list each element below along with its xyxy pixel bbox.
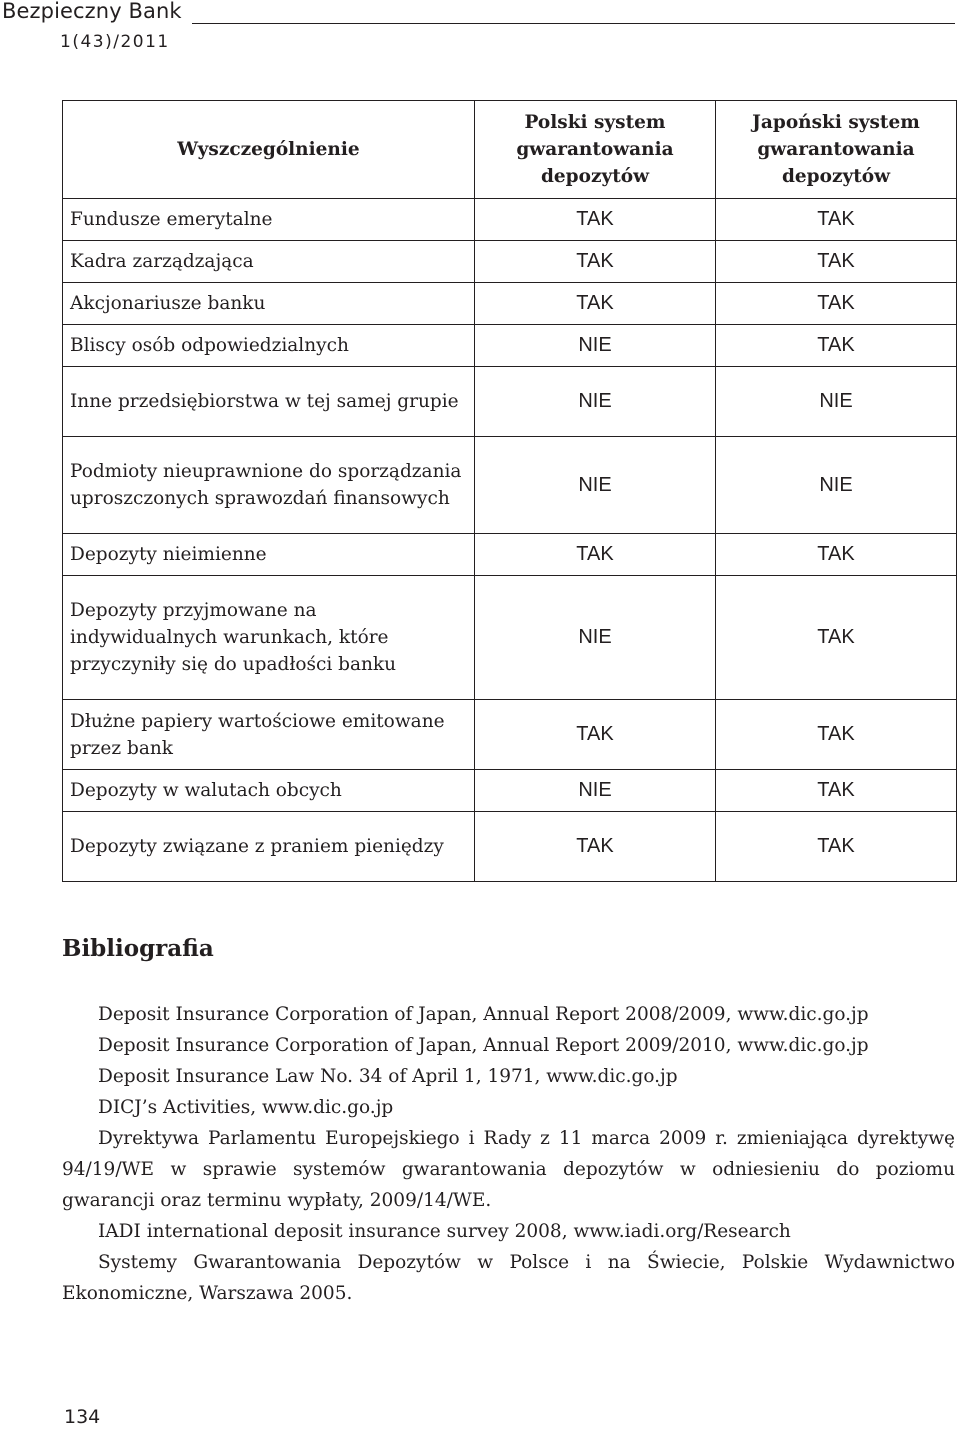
row-label: Depozyty przyjmowane na indywidualnych warunkach, które przyczyniły się do upadłości banku xyxy=(63,576,475,700)
table-row xyxy=(63,367,957,437)
row-label: Fundusze emerytalne xyxy=(63,199,475,241)
polish-value: TAK xyxy=(475,283,716,325)
page-header xyxy=(0,0,960,60)
reference-item: Dyrektywa Parlamentu Europejskiego i Rady z 11 marca 2009 r. zmieniająca dyrektywę 94/19/WE w sprawie systemów gwarantowania depozytów w odniesieniu do poziomu gwarancji oraz terminu wypłaty, 2009/14/WE. xyxy=(62,1128,955,1211)
japanese-value: TAK xyxy=(716,199,957,241)
reference-item: Deposit Insurance Corporation of Japan, Annual Report 2008/2009, www.dic.go.jp xyxy=(98,1004,869,1025)
row-label: Inne przedsiębiorstwa w tej samej grupie xyxy=(63,367,475,437)
polish-value: NIE xyxy=(475,437,716,534)
row-label: Bliscy osób odpowiedzialnych xyxy=(63,325,475,367)
japanese-value: TAK xyxy=(716,283,957,325)
table-row xyxy=(63,534,957,576)
reference-item: Deposit Insurance Corporation of Japan, Annual Report 2009/2010, www.dic.go.jp xyxy=(98,1035,869,1056)
japanese-value: TAK xyxy=(716,700,957,770)
journal-title: Bezpieczny Bank xyxy=(2,0,182,23)
table-row xyxy=(63,812,957,882)
journal-issue: 1(43)/2011 xyxy=(60,32,170,52)
polish-value: TAK xyxy=(475,199,716,241)
polish-value: NIE xyxy=(475,325,716,367)
polish-value: TAK xyxy=(475,812,716,882)
polish-value: TAK xyxy=(475,241,716,283)
column-header-polish: Polski system gwarantowania depozytów xyxy=(475,101,716,199)
row-label: Depozyty związane z praniem pieniędzy xyxy=(63,812,475,882)
polish-value: TAK xyxy=(475,534,716,576)
bibliography-list xyxy=(62,999,955,1309)
table-row xyxy=(63,325,957,367)
japanese-value: TAK xyxy=(716,534,957,576)
table-row xyxy=(63,437,957,534)
japanese-value: TAK xyxy=(716,770,957,812)
table-row xyxy=(63,576,957,700)
row-label: Akcjonariusze banku xyxy=(63,283,475,325)
reference-item: Systemy Gwarantowania Depozytów w Polsce i na Świecie, Polskie Wydawnictwo Ekonomiczne, Warszawa 2005. xyxy=(62,1252,955,1304)
page-number: 134 xyxy=(64,1406,101,1428)
table-header-row xyxy=(63,101,957,199)
row-label: Dłużne papiery wartościowe emitowane przez bank xyxy=(63,700,475,770)
table-row xyxy=(63,700,957,770)
japanese-value: TAK xyxy=(716,576,957,700)
reference-item: Deposit Insurance Law No. 34 of April 1, 1971, www.dic.go.jp xyxy=(98,1066,678,1087)
polish-value: TAK xyxy=(475,700,716,770)
japanese-value: NIE xyxy=(716,367,957,437)
column-header-japanese: Japoński system gwarantowania depozytów xyxy=(716,101,957,199)
polish-value: NIE xyxy=(475,367,716,437)
table-row xyxy=(63,770,957,812)
row-label: Depozyty w walutach obcych xyxy=(63,770,475,812)
polish-value: NIE xyxy=(475,770,716,812)
column-header-item: Wyszczególnienie xyxy=(63,101,475,199)
polish-value: NIE xyxy=(475,576,716,700)
row-label: Kadra zarządzająca xyxy=(63,241,475,283)
table-row xyxy=(63,283,957,325)
japanese-value: TAK xyxy=(716,325,957,367)
japanese-value: NIE xyxy=(716,437,957,534)
reference-item: IADI international deposit insurance survey 2008, www.iadi.org/Research xyxy=(98,1221,791,1242)
header-rule xyxy=(192,23,955,24)
row-label: Podmioty nieuprawnione do sporządzania uproszczonych sprawozdań finansowych xyxy=(63,437,475,534)
comparison-table xyxy=(62,100,957,882)
table-row xyxy=(63,241,957,283)
table-row xyxy=(63,199,957,241)
reference-item: DICJ’s Activities, www.dic.go.jp xyxy=(98,1097,394,1118)
bibliography-heading: Bibliografia xyxy=(62,935,214,962)
row-label: Depozyty nieimienne xyxy=(63,534,475,576)
japanese-value: TAK xyxy=(716,241,957,283)
japanese-value: TAK xyxy=(716,812,957,882)
